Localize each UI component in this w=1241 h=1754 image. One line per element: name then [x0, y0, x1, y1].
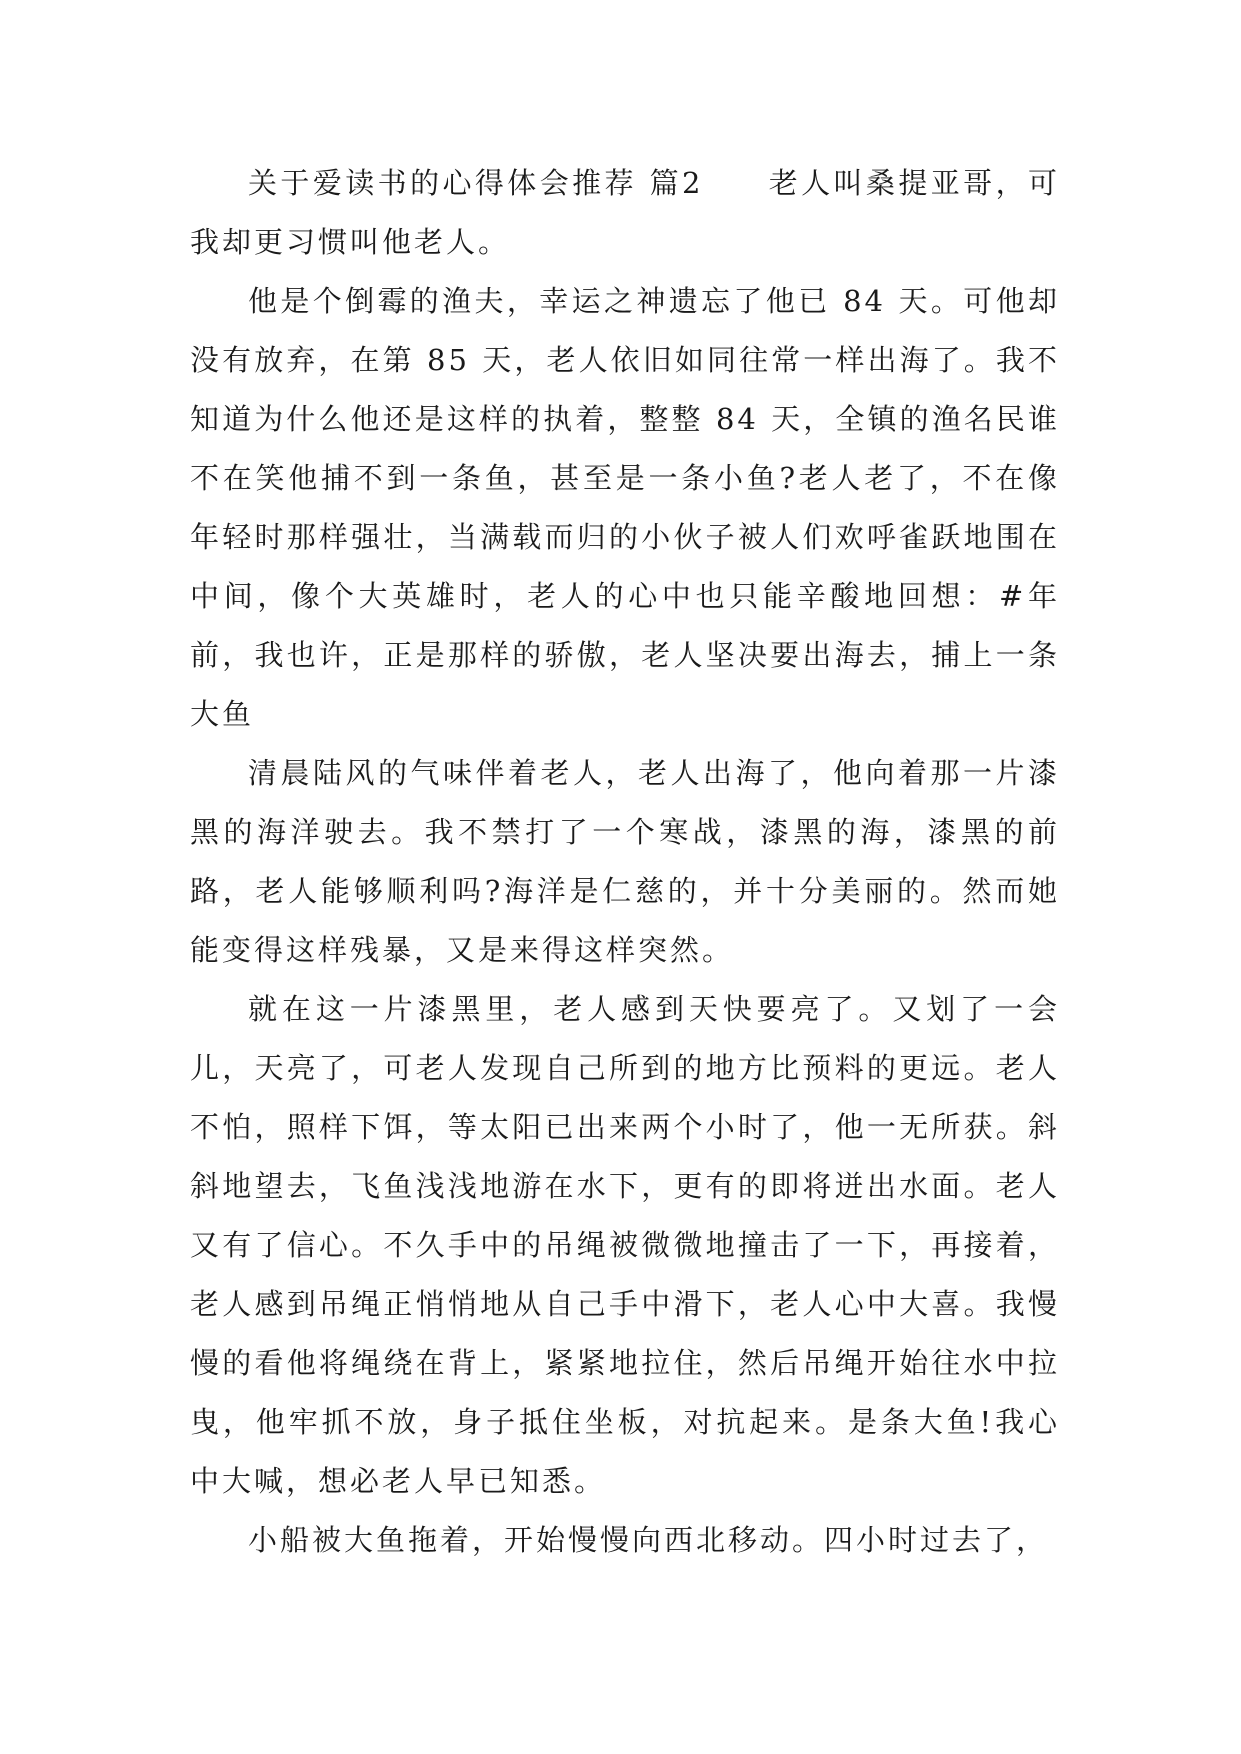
paragraph-5: 小船被大鱼拖着，开始慢慢向西北移动。四小时过去了，: [248, 1523, 1049, 1557]
paragraph-2: 他是个倒霉的渔夫，幸运之神遗忘了他已 84 天。可他却没有放弃，在第 85 天，老人依旧如同往常一样出海了。我不知道为什么他还是这样的执着，整整 84 天，全镇的渔名民谁不在笑他捕不到一条鱼，甚至是一条小鱼?老人老了，不在像年轻时那样强壮，当满载而归的小伙子被人们欢呼雀跃地围在中间，像个大英雄时，老人的心中也只能辛酸地回想：#年前，我也许，正是那样的骄傲，老人坚决要出海去，捕上一条大鱼: [190, 284, 1060, 731]
paragraph-3: 清晨陆风的气味伴着老人，老人出海了，他向着那一片漆黑的海洋驶去。我不禁打了一个寒战，漆黑的海，漆黑的前路，老人能够顺利吗?海洋是仁慈的，并十分美丽的。然而她能变得这样残暴，又是来得这样突然。: [190, 756, 1060, 967]
document-body: [190, 154, 1060, 1570]
paragraph-4: 就在这一片漆黑里，老人感到天快要亮了。又划了一会儿，天亮了，可老人发现自己所到的地方比预料的更远。老人不怕，照样下饵，等太阳已出来两个小时了，他一无所获。斜斜地望去，飞鱼浅浅地游在水下，更有的即将迸出水面。老人又有了信心。不久手中的吊绳被微微地撞击了一下，再接着，老人感到吊绳正悄悄地从自己手中滑下，老人心中大喜。我慢慢的看他将绳绕在背上，紧紧地拉住，然后吊绳开始往水中拉曳，他牢抓不放，身子抵住坐板，对抗起来。是条大鱼!我心中大喊，想必老人早已知悉。: [190, 992, 1060, 1498]
paragraph-1: 关于爱读书的心得体会推荐 篇2 老人叫桑提亚哥，可我却更习惯叫他老人。: [190, 166, 1060, 259]
